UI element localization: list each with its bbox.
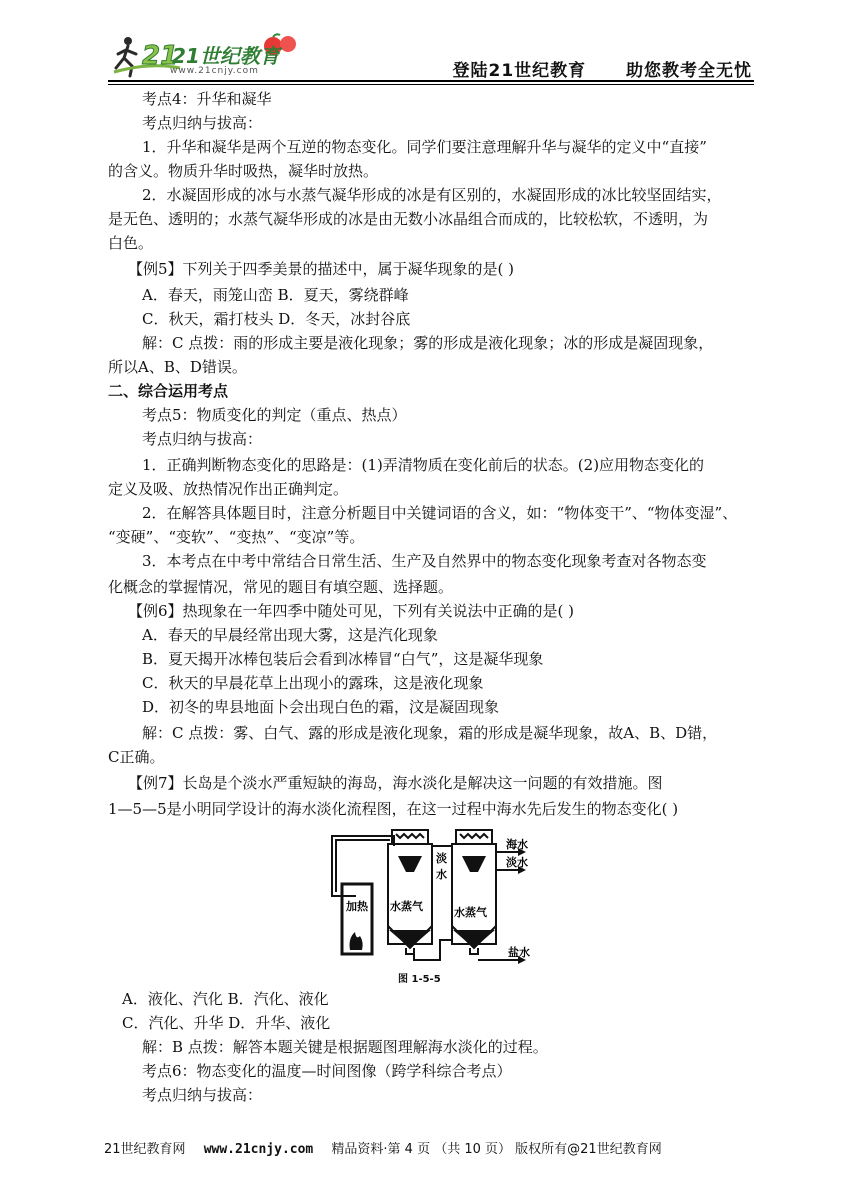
footer-url[interactable]: www.21cnjy.com (203, 1142, 314, 1157)
solution-line: C正确。 (108, 748, 165, 766)
answer-options: C．汽化、升华 D．升华、液化 (122, 1014, 331, 1032)
slogan-left: 登陆21世纪教育 (452, 61, 587, 81)
paragraph-line: 2．在解答具体题目时，注意分析题目中关键词语的含义，如：“物体变干”、“物体变湿”、 (142, 504, 738, 522)
section-title: 二、综合运用考点 (108, 382, 229, 400)
label-vapor-2: 水蒸气 (454, 906, 487, 919)
example-question: 【例5】下列关于四季美景的描述中，属于凝华现象的是( ) (128, 260, 515, 278)
solution-line: 解：B 点拨：解答本题关键是根据题图理解海水淡化的过程。 (142, 1038, 548, 1056)
paragraph-line: 考点归纳与拔高： (142, 1086, 263, 1104)
answer-options: A．春天，雨笼山峦 B．夏天，雾绕群峰 (142, 286, 409, 304)
paragraph-line: 化概念的掌握情况，常见的题目有填空题、选择题。 (108, 578, 454, 596)
solution-line: 解：C 点拨：雨的形成主要是液化现象；雾的形成是液化现象；冰的形成是凝固现象， (142, 334, 714, 352)
diagram-graphic (322, 826, 538, 968)
answer-option: D．初冬的卑县地面卜会出现白色的霜，汶是凝固现象 (142, 698, 500, 716)
section-heading: 考点6：物态变化的温度—时间图像（跨学科综合考点） (142, 1062, 512, 1080)
paragraph-line: 1．升华和凝华是两个互逆的物态变化。同学们要注意理解升华与凝华的定义中“直接” (142, 138, 707, 156)
answer-option: B．夏天揭开冰棒包装后会看到冰棒冒“白气”，这是凝华现象 (142, 650, 544, 668)
logo-text: 21世纪教育 (172, 44, 280, 68)
footer-site: 21世纪教育网 (104, 1142, 186, 1157)
answer-option: C．秋天的早晨花草上出现小的露珠，这是液化现象 (142, 674, 484, 692)
paragraph-line: 2．水凝固形成的冰与水蒸气凝华形成的冰是有区别的，水凝固形成的冰比较坚固结实， (142, 186, 722, 204)
paragraph-line: 的含义。物质升华时吸热，凝华时放热。 (108, 162, 379, 180)
label-heat: 加热 (346, 900, 368, 913)
example-question: 【例7】长岛是个淡水严重短缺的海岛，海水淡化是解决这一问题的有效措施。图 (128, 774, 663, 792)
solution-line: 解：C 点拨：雾、白气、露的形成是液化现象，霜的形成是凝华现象，故A、B、D错， (142, 724, 718, 742)
solution-line: 所以A、B、D错误。 (108, 358, 247, 376)
desalination-diagram (322, 826, 538, 968)
label-fresh-water-out: 淡水 (506, 856, 528, 869)
answer-options: A．液化、汽化 B．汽化、液化 (122, 990, 329, 1008)
paragraph-line: 白色。 (108, 234, 154, 252)
example-question: 【例6】热现象在一年四季中随处可见，下列有关说法中正确的是( ) (128, 602, 575, 620)
logo-url: www.21cnjy.com (170, 66, 259, 76)
paragraph-line: “变硬”、“变软”、“变热”、“变凉”等。 (108, 528, 365, 546)
paragraph-line: 定义及吸、放热情况作出正确判定。 (108, 480, 349, 498)
example-question: 1—5—5是小明同学设计的海水淡化流程图，在这一过程中海水先后发生的物态变化( ) (108, 800, 679, 818)
paragraph-line: 是无色、透明的；水蒸气凝华形成的冰是由无数小冰晶组合而成的，比较松软，不透明，为 (108, 210, 709, 228)
section-heading: 考点4：升华和凝华 (142, 90, 272, 108)
footer-page-info: 精品资料·第 4 页 （共 10 页） 版权所有@21世纪教育网 (331, 1142, 662, 1157)
answer-option: A．春天的早晨经常出现大雾，这是汽化现象 (142, 626, 438, 644)
slogan-right: 助您教考全无忧 (626, 61, 752, 81)
label-seawater: 海水 (506, 838, 528, 851)
paragraph-line: 考点归纳与拔高： (142, 114, 263, 132)
label-vapor-1: 水蒸气 (390, 900, 423, 913)
answer-options: C．秋天，霜打枝头 D．冬天，冰封谷底 (142, 310, 411, 328)
paragraph-line: 1．正确判断物态变化的思路是：(1)弄清物质在变化前后的状态。(2)应用物态变化的 (142, 456, 705, 474)
section-heading: 考点5：物质变化的判定（重点、热点） (142, 406, 407, 424)
figure-caption: 图 1-5-5 (398, 974, 441, 985)
paragraph-line: 考点归纳与拔高： (142, 430, 263, 448)
label-fresh-1: 淡 (436, 852, 447, 865)
svg-text:21: 21 (142, 41, 179, 71)
page-footer (104, 1138, 764, 1157)
paragraph-line: 3．本考点在中考中常结合日常生活、生产及自然界中的物态变化现象考查对各物态变 (142, 552, 707, 570)
label-brine: 盐水 (508, 946, 530, 959)
label-fresh-2: 水 (436, 868, 447, 881)
